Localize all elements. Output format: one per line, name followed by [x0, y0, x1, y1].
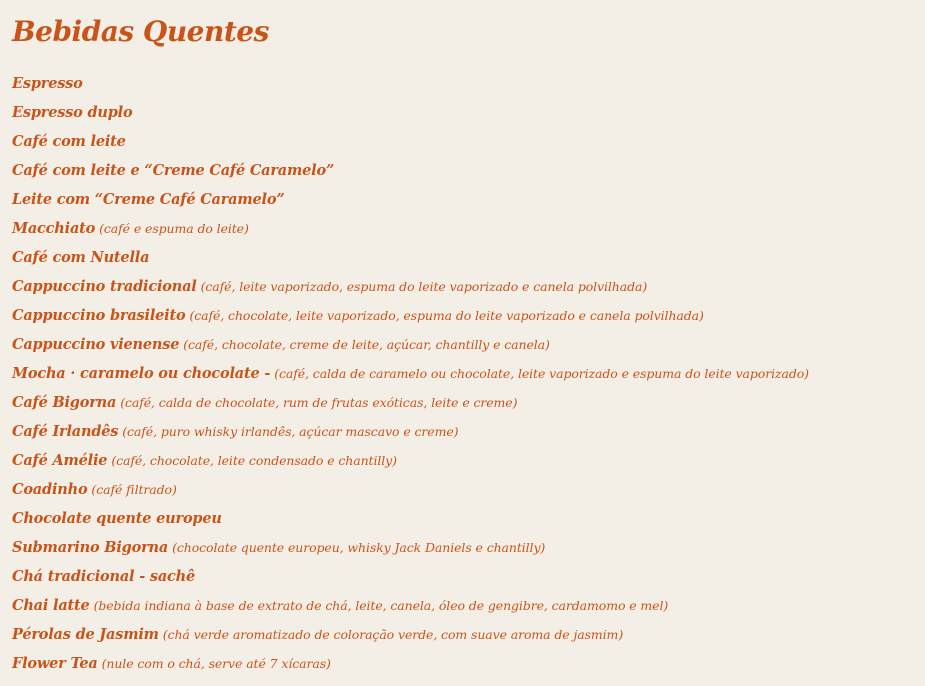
- menu-item-list: [12, 68, 917, 677]
- menu-item: [12, 416, 917, 445]
- menu-item: [12, 213, 917, 242]
- item-description: (café, calda de caramelo ou chocolate, leite vaporizado e espuma do leite vaporizado): [274, 366, 809, 381]
- menu-item: [12, 68, 917, 97]
- menu: [12, 10, 917, 677]
- item-name: Espresso: [12, 75, 83, 92]
- menu-item: [12, 648, 917, 677]
- item-description: (café, calda de chocolate, rum de frutas exóticas, leite e creme): [120, 395, 518, 410]
- item-name: Cappuccino vienense: [12, 336, 180, 353]
- menu-item: [12, 126, 917, 155]
- item-name: Cappuccino brasileito: [12, 307, 186, 324]
- item-description: (café filtrado): [91, 482, 177, 497]
- menu-item: [12, 561, 917, 590]
- item-name: Mocha · caramelo ou chocolate -: [12, 365, 271, 382]
- menu-item: [12, 387, 917, 416]
- menu-item: [12, 97, 917, 126]
- item-description: (café, chocolate, leite condensado e chantilly): [111, 453, 397, 468]
- item-name: Chocolate quente europeu: [12, 510, 222, 527]
- menu-item: [12, 474, 917, 503]
- item-name: Café com leite: [12, 133, 126, 150]
- item-description: (café, puro whisky irlandês, açúcar mascavo e creme): [122, 424, 459, 439]
- item-description: (bebida indiana à base de extrato de chá, leite, canela, óleo de gengibre, cardamomo e mel): [93, 598, 669, 613]
- item-name: Macchiato: [12, 220, 96, 237]
- item-name: Chá tradicional - sachê: [12, 568, 196, 585]
- item-description: (chá verde aromatizado de coloração verde, com suave aroma de jasmim): [162, 627, 624, 642]
- item-description: (café, chocolate, leite vaporizado, espuma do leite vaporizado e canela polvilhada): [189, 308, 704, 323]
- menu-item: [12, 329, 917, 358]
- menu-item: [12, 503, 917, 532]
- menu-item: [12, 445, 917, 474]
- item-name: Café Amélie: [12, 452, 108, 469]
- menu-item: [12, 358, 917, 387]
- item-name: Espresso duplo: [12, 104, 133, 121]
- item-name: Café com Nutella: [12, 249, 150, 266]
- item-name: Chai latte: [12, 597, 90, 614]
- menu-item: [12, 619, 917, 648]
- item-name: Pérolas de Jasmim: [12, 626, 159, 643]
- item-name: Cappuccino tradicional: [12, 278, 197, 295]
- item-name: Café com leite e “Creme Café Caramelo”: [12, 162, 335, 179]
- menu-item: [12, 184, 917, 213]
- item-name: Café Bigorna: [12, 394, 117, 411]
- menu-item: [12, 532, 917, 561]
- item-description: (café, leite vaporizado, espuma do leite vaporizado e canela polvilhada): [200, 279, 648, 294]
- item-name: Café Irlandês: [12, 423, 119, 440]
- menu-item: [12, 300, 917, 329]
- menu-item: [12, 155, 917, 184]
- item-description: (café, chocolate, creme de leite, açúcar, chantilly e canela): [183, 337, 550, 352]
- item-name: Coadinho: [12, 481, 88, 498]
- item-description: (chocolate quente europeu, whisky Jack Daniels e chantilly): [172, 540, 546, 555]
- item-description: (nule com o chá, serve até 7 xícaras): [101, 656, 331, 671]
- item-name: Leite com “Creme Café Caramelo”: [12, 191, 285, 208]
- item-name: Submarino Bigorna: [12, 539, 169, 556]
- menu-title: Bebidas Quentes: [12, 15, 269, 48]
- menu-item: [12, 590, 917, 619]
- menu-item: [12, 271, 917, 300]
- menu-item: [12, 242, 917, 271]
- item-description: (café e espuma do leite): [99, 221, 249, 236]
- item-name: Flower Tea: [12, 655, 98, 672]
